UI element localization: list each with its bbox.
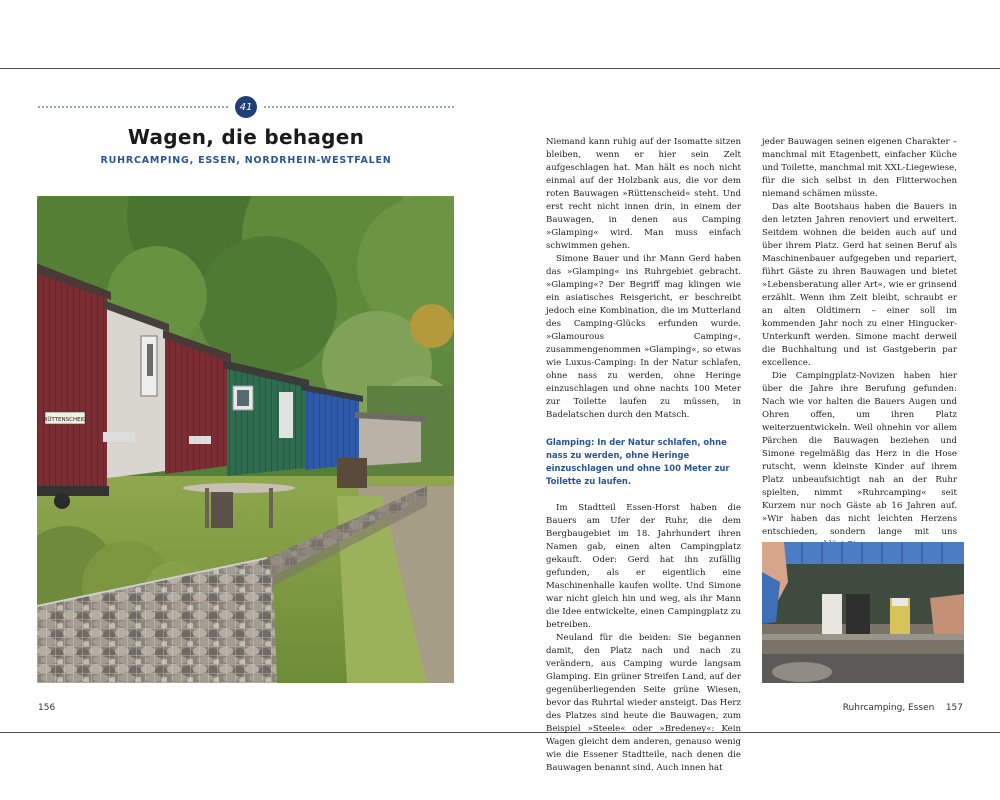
chapter-title: Wagen, die behagen xyxy=(127,125,365,149)
left-page xyxy=(0,69,500,732)
page-number-left: 156 xyxy=(38,703,56,713)
campsite-photo xyxy=(37,196,454,683)
book-spread xyxy=(0,68,1000,773)
paragraph: Die Campingplatz-Novizen haben hier über die Jahre ihre Berufung gefunden: Nach wie vor halten die Bauers Augen und Ohren offen, um ihren Platz weiterzuentwickeln. Weil ohnehin vor allem Pärchen die Bauwagen beziehen und Simone regelmäßig das Herz in die Hose rutscht, wenn kleinste Kinder auf ihrem Platz unbeaufsichtigt nah an der Ruhr spielten, nimmt »Ruhrcamping« seit Kurzem nur noch Gäste ab 16 Jahren auf. »Wir haben das nicht leichten Herzens entschieden, sondern lange mit uns xyxy=(762,371,957,537)
text-column-1 xyxy=(546,136,741,775)
paragraph: Das alte Bootshaus haben die Bauers in den letzten Jahren renoviert und erweitert. Seitdem wohnen die beiden auch auf und über ihrem Platz. Gerd hat seinen Beruf als Maschinenbauer aufgegeben und repariert, führt Gäste zu ihren Bauwagen und bietet »Lebensberatung aller Art«, wie er grinsend erzählt. Wenn ihm Zeit bleibt, schraubt er an alten Oldtimern – einer soll im kommenden Jahr noch zu einer Hingucker-Unterkunft werden. Simone macht derweil die Buchhaltung und ist Gastgeberin par excellence. xyxy=(762,202,957,368)
paragraph: Neuland für die beiden: Sie begannen damit, den Platz nach und nach zu verändern, aus Camping wurde langsam Glamping. Ein grüner Streifen Land, auf der gegenüberliegenden Seite grüne Wiesen, bevor das Ruhrtal wieder ansteigt. Das Herz des Platzes sind heute die Bauwagen, zum Beispiel »Steele« oder »Bredeney«: Kein Wagen gleicht dem anderen, genauso wenig wie die Essener Stadtteile, nach denen die Bauwagen benannt sind. Auch innen hat xyxy=(546,633,741,773)
text-column-2 xyxy=(762,136,957,591)
page-footer-right xyxy=(843,703,963,713)
chapter-subtitle: RUHRCAMPING, ESSEN, NORDRHEIN-WESTFALEN xyxy=(100,155,392,166)
running-footer-label: Ruhrcamping, Essen xyxy=(842,703,935,713)
dotted-rule-left xyxy=(38,106,228,108)
page-number-right: 157 xyxy=(945,703,963,713)
paragraph: Simone Bauer und ihr Mann Gerd haben das »Glamping« ins Ruhrgebiet gebracht. »Glamping«? Der Begriff mag klingen wie ein asiatisches Reisgericht, er beschreibt jedoch eine Kombination, die im Mutterland des Camping-Glücks erfunden wurde. »Glamourous Camping«, zusammengenommen »Glamping«, so etwas wie Luxus-Camping: In der Natur schlafen, ohne nass zu werden, ohne Heringe einzuschlagen und ohne nachts 100 Meter zur Toilette laufen zu müssen, in Badelatschen durch den Matsch. xyxy=(546,254,741,420)
chapter-number-badge: 41 xyxy=(235,96,257,118)
dotted-rule-right xyxy=(264,106,454,108)
paragraph: Niemand kann ruhig auf der Isomatte sitzen bleiben, wenn er hier sein Zelt aufgeschlagen hat. Man hält es noch nicht einmal auf der Holzbank aus, die vor dem roten Bauwagen »Rüttenscheid« steht. Und erst recht nicht innen drin, in einem der Bauwagen, in denen aus Camping »Glamping« wird. Man muss einfach schwimmen gehen. xyxy=(546,137,741,251)
wagon-name-sign: RÜTTENSCHEID xyxy=(43,417,87,423)
paragraph: jeder Bauwagen seinen eigenen Charakter – manchmal mit Etagenbett, einfacher Küche und Toilette, manchmal mit XXL-Liegewiese, für die sich selbst in den Flitterwochen niemand schämen müsste. xyxy=(762,137,957,199)
chapter-marker xyxy=(38,99,454,115)
pull-quote: Glamping: In der Natur schlafen, ohne nass zu werden, ohne Heringe einzuschlagen und ohne 100 Meter zur Toilette zu laufen. xyxy=(546,437,730,486)
paragraph: Im Stadtteil Essen-Horst haben die Bauers am Ufer der Ruhr, die dem Bergbaugebiet im 18. Jahrhundert ihren Namen gab, einen alten Campingplatz gekauft. Oder: Gerd hat ihn zufällig gefunden, als er eigentlich eine Maschinenhalle kaufen wollte. Und Simone war nicht gleich hin und weg, als ihr Mann die Idee entwickelte, einen Campingplatz zu betreiben. xyxy=(546,503,741,630)
breakfast-table-photo xyxy=(762,542,964,683)
right-page xyxy=(500,69,1000,773)
